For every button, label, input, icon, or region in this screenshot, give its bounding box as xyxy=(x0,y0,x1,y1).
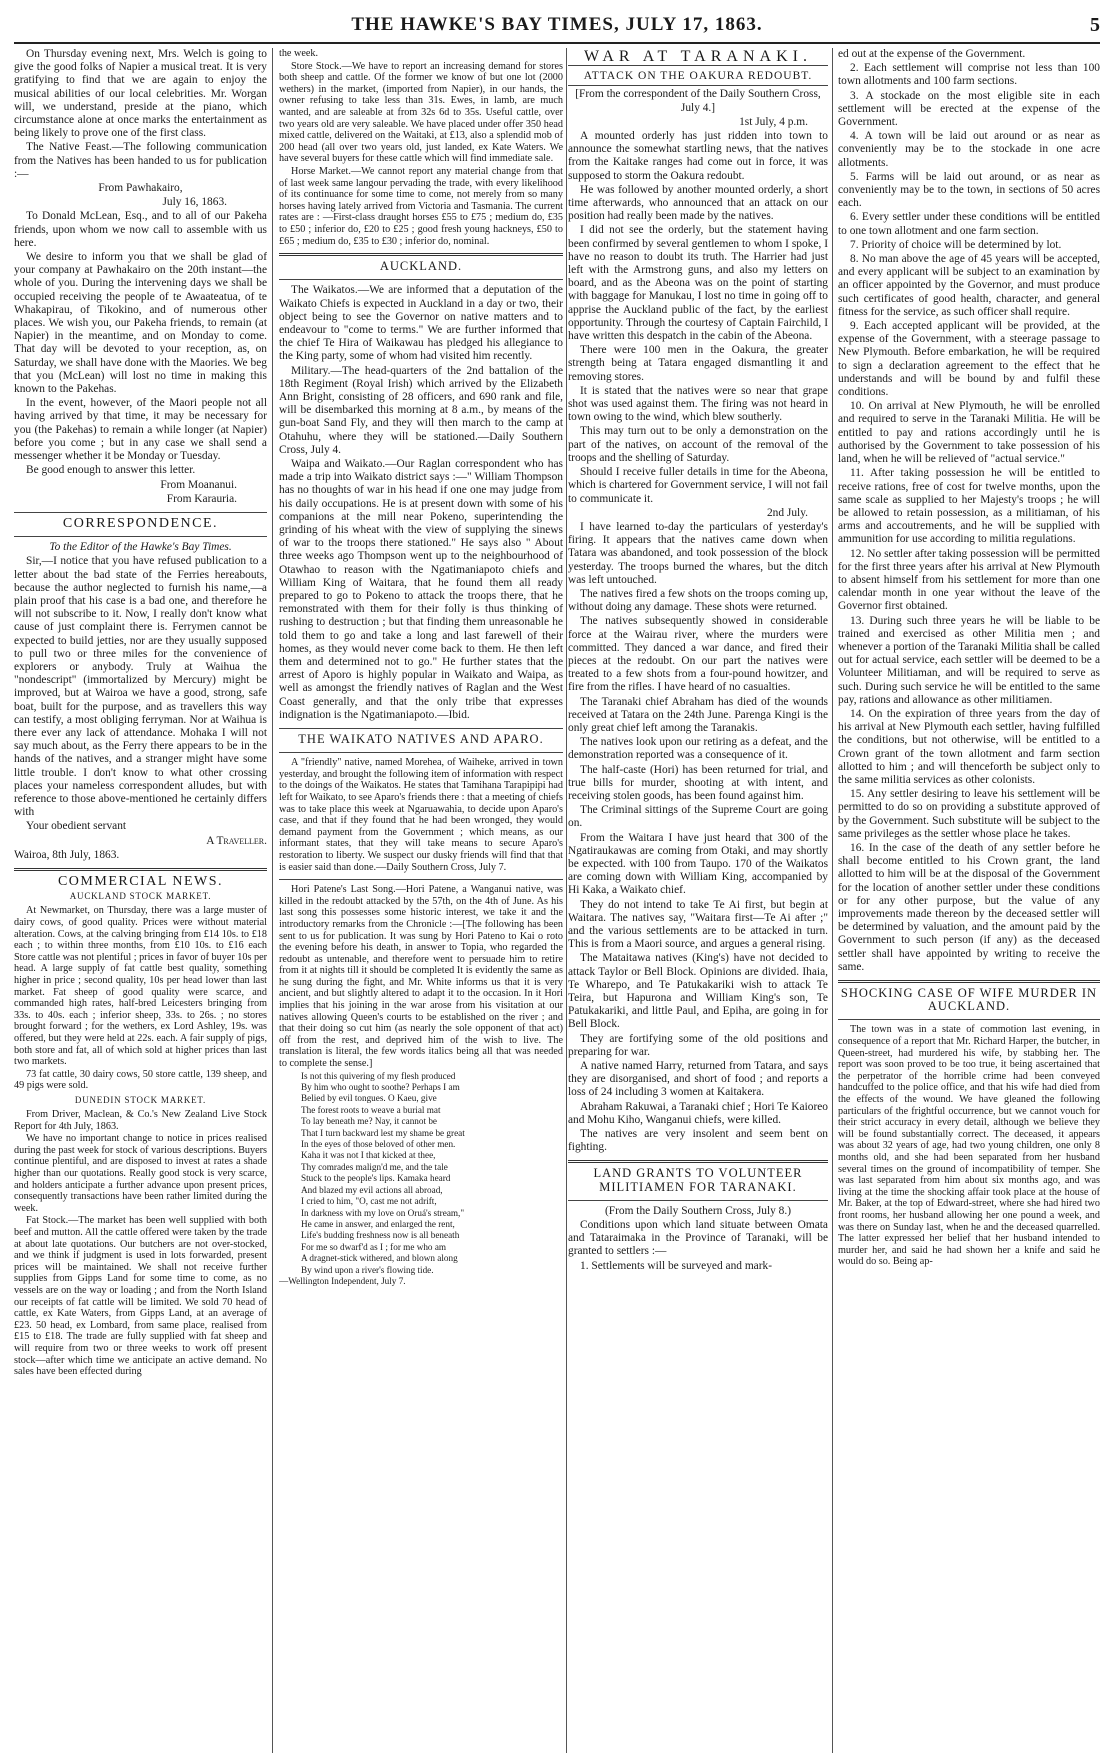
poem-line: He came in answer, and enlarged the rent, xyxy=(301,1218,455,1229)
letter-date: July 16, 1863. xyxy=(162,196,227,209)
section-rule xyxy=(838,980,1100,983)
condition-item: 11. After taking possession he will be entitled to receive rations, free of cost for twelve months, upon the same scale as supplied to her Majesty's troops ; he will be allowed to retain possession, as a militiaman, of his arms and accoutrements, and he will be supplied with ammunition for use according to militia regulations. xyxy=(838,467,1100,546)
poem-source: —Wellington Independent, July 7. xyxy=(279,1275,406,1286)
column-divider xyxy=(566,48,567,1753)
poem-line: And blazed my evil actions all abroad, xyxy=(301,1184,443,1195)
poem-line: The forest roots to weave a burial mat xyxy=(301,1104,441,1115)
poem-line: By him who ought to soothe? Perhaps I am xyxy=(301,1082,460,1093)
column-divider xyxy=(832,48,833,1753)
subheading: AUCKLAND STOCK MARKET. xyxy=(69,891,212,902)
paragraph: The town was in a state of commotion last evening, in consequence of a report that Mr. Richard Harper, the butcher, in Queen-street, had murdered his wife, by stabbing her. The report was soon proved to be too true, it being ascertained that the perpetrator of the horrible crime had been conveyed handcuffed to the police office, and that his wife had died from the effects of the wound. We have gleaned the following particulars of the frightful occurrence, but we cannot vouch for their strict accuracy in every detail, although we believe they will be found substantially correct. The deceased, it appears was about 32 years of age, had two young children, one only 8 months old, and she had been separated from her husband several times on the ground of incompatibility of temper. She was last separated from him about six months ago, and was living at the time the shocking affair took place at the house of Mr. Baker, at the top of Edward-street, where she had hired two front rooms, her husband allowing her one pound a week, and was there on Sunday last, when he and the deceased quarrelled. The latter expressed her belief that her husband intended to murder her, and said he had shown her a knife and said he would do so. Being ap- xyxy=(838,1024,1100,1268)
paragraph: A "friendly" native, named Morehea, of Waiheke, arrived in town yesterday, and brought the following item of information with respect to the doings of the Waikatos. He states that Tamihana Tarapipipi had left for Waikato, to see Aparo's friends there : that a meeting of chiefs was to take place this week at Ngaruawahia, to decide upon Aparo's case, and that if they found that he had been wronged, they would demand payment from the Government ; which means, as our informant states, that they will take means to secure Aparo's restoration to liberty. We suspect our dusky friends will find that that is easier said than done.—Daily Southern Cross, July 7. xyxy=(279,757,563,873)
section-rule xyxy=(279,728,563,729)
paragraph: A native named Harry, returned from Tatara, and says they are disorganised, and short of food ; and reports a loss of 24 including 3 women at Kaitakera. xyxy=(568,1060,828,1099)
paragraph: Be good enough to answer this letter. xyxy=(26,464,196,477)
condition-item: 8. No man above the age of 45 years will be accepted, and every applicant will be subject to an examination by an officer appointed by the Governor, and must produce such certificates of good health, character, and general fitness for the service, as such officer shall require. xyxy=(838,253,1100,318)
paragraph: The Taranaki chief Abraham has died of the wounds received at Tatara on the 24th June. Parenga Kingi is the only great chief left among the Taranakis. xyxy=(568,695,828,734)
paragraph: We have no important change to notice in prices realised during the past week for stock of various descriptions. Buyers continue plentiful, and are disposed to invest at rates a shade higher than our quotations. Really good stock is very scarce, and holders anticipate a further advance upon present prices, consequently transactions have been rather limited during the week. xyxy=(14,1133,267,1214)
paragraph: The half-caste (Hori) has been returned for trial, and true bills for murder, shooting at with intent, and receiving stolen goods, has been found against him. xyxy=(568,763,828,802)
section-heading: WAR AT TARANAKI. xyxy=(584,48,812,65)
signature: From Karauria. xyxy=(166,492,237,505)
page-number: 5 xyxy=(1090,14,1100,36)
paragraph: On Thursday evening next, Mrs. Welch is going to give the good folks of Napier a musical treat. It is very gratifying to find that we are again to enjoy the musical abilities of our local celebrities. Mr. Worgan will, we understand, preside at the piano, which circumstance alone at once marks the entertainment as being likely to prove one of the first class. xyxy=(14,48,267,140)
paragraph: They do not intend to take Te Ai first, but begin at Waitara. The natives say, "Waitara first—Te Ai after ;" and the various settlements are to be attacked in turn. This is from a Maori source, and argues a general rising. xyxy=(568,898,828,951)
paragraph: ed out at the expense of the Government. xyxy=(838,48,1026,60)
section-rule xyxy=(14,868,267,871)
paragraph: The Native Feast.—The following communication from the Natives has been handed to us for publication :— xyxy=(14,141,267,180)
condition-item: 6. Every settler under these conditions will be entitled to one town allotment and one farm section. xyxy=(838,211,1100,237)
paragraph: In the event, however, of the Maori people not all having arrived by that time, it may be necessary for you (the Pakehas) to remain a while longer (at Napier) before you come ; but in any case we shall send a messenger whether it be Monday or Tuesday. xyxy=(14,397,267,463)
section-rule xyxy=(568,85,828,86)
section-rule xyxy=(14,536,267,537)
condition-item: 10. On arrival at New Plymouth, he will be enrolled and required to serve in the Taranaki Militia. He will be entitled to pay and rations accordingly until he is authorised by the Government to take possession of his land, when he will be relieved of "actual service." xyxy=(838,400,1100,466)
dateline: 1st July, 4 p.m. xyxy=(739,115,808,128)
paragraph: The Mataitawa natives (King's) have not decided to attack Taylor or Bell Block. Opinions are divided. Ihaia, Te Wharepo, and Te Patukakariki wish to attack Te Teira, but Hapurona and William King's son, Te Patukakariki, and little Paul, and Epiha, are going in for Bell Block. xyxy=(568,952,828,1031)
condition-item: 7. Priority of choice will be determined by lot. xyxy=(850,238,1062,251)
conditions-list xyxy=(838,62,1100,974)
section-heading: SHOCKING CASE OF WIFE MURDER IN AUCKLAND. xyxy=(840,986,1098,1014)
poem-line: Kaha it was not I that kicked at thee, xyxy=(301,1150,436,1161)
newspaper-title: THE HAWKE'S BAY TIMES, JULY 17, 1863. xyxy=(351,14,763,35)
condition-item: 16. In the case of the death of any settler before he shall become entitled to his Crown grant, the land allotted to him will be at the disposal of the Government for the location of another settler under these conditions or for any other purpose, but the value of any improvements made thereon by the deceased settler will be determined by valuation, and the amount paid by the Government to such person (if any) as the deceased settler shall have appointed by writing to receive the same. xyxy=(838,841,1100,973)
section-rule xyxy=(568,1200,828,1201)
paragraph: A mounted orderly has just ridden into town to announce the somewhat startling news, that the natives from the Kaitake ranges had come out in force, it was supposed to storm the Oakura redoubt. xyxy=(568,130,828,182)
paragraph: I have learned to-day the particulars of yesterday's firing. It appears that the natives came down when Tatara was abandoned, and took possession of the block yesterday. The troops burned the whares, but the ditch was left untouched. xyxy=(568,520,828,586)
section-rule xyxy=(568,1160,828,1163)
paragraph: The Waikatos.—We are informed that a deputation of the Waikato Chiefs is expected in Auckland in a day or two, their object being to see the Governor on native matters and to endeavour to "come to terms." We are further informed that the chief Te Hira of Waikawau has pledged his allegiance to the King party, some of whom had visited him recently. xyxy=(279,284,563,363)
condition-item: 4. A town will be laid out around or as near as conveniently may be to the stockade in one acre allotments. xyxy=(838,130,1100,169)
poem-line: Thy comrades malign'd me, and the tale xyxy=(301,1161,448,1172)
paragraph: the week. xyxy=(279,48,319,59)
letter-place: Wairoa, 8th July, 1863. xyxy=(14,848,120,861)
paragraph: From Driver, Maclean, & Co.'s New Zealand Live Stock Report for 4th July, 1863. xyxy=(14,1109,267,1132)
subheading: ATTACK ON THE OAKURA REDOUBT. xyxy=(583,70,813,83)
paragraph: Sir,—I notice that you have refused publication to a letter about the bad state of the Ferries hereabouts, because the author neglected to furnish his name,—a plain proof that his case is a bad one, and therefore he will not subscribe to it. Now, I really don't know what cause of just complaint there is. Ferrymen cannot be expected to build jetties, nor are they usually supposed to pull two or three miles for the convenience of explorers or anybody. Truly at Waihua the "nondescript" (immortalized by Mercury) might be improved, but at Wairoa we have a good, strong, safe boat, built for the purpose, and as travellers this way can testify, a most obliging ferryman. Nor at Waihua is there ever any lack of attendance. Mohaka I will not say much about, as the Ferry there appears to be in the hands of the natives, and a stranger might have some little trouble. I don't know to what other crossing places your nameless correspondent alludes, but with reference to those above-mentioned he certainly differs with xyxy=(14,555,267,819)
poem-line: A dragnet-stick withered, and blown along xyxy=(301,1253,458,1264)
poem-line: In darkness with my love on Oruá's stream," xyxy=(301,1207,465,1218)
column-divider xyxy=(272,48,273,1753)
paragraph: Conditions upon which land situate between Omata and Tataraimaka in the Province of Taranaki, will be granted to settlers :— xyxy=(568,1219,828,1258)
section-heading: THE WAIKATO NATIVES AND APARO. xyxy=(298,732,544,746)
condition-item: 13. During such three years he will be liable to be trained and exercised as other Militia men ; and whenever a portion of the Taranaki Militia shall be called out for actual service, each settler will be deemed to be a Volunteer Militiaman, and will be required to serve as such. During such service he will be entitled to the same pay, rations and allowance as other militiamen. xyxy=(838,614,1100,706)
section-heading: LAND GRANTS TO VOLUNTEER MILITIAMEN FOR TARANAKI. xyxy=(593,1166,803,1194)
paragraph: I did not see the orderly, but the statement having been confirmed by several gentlemen to whom I spoke, I have no reason to doubt its truth. The Harrier had just left with the Armstrong guns, and also my letters on board, and as the Abeona was on the point of starting with baggage for Manukau, I lost no time in going off to apprise the Auckland public of the fact, by the earliest opportunity. Through the courtesy of Captain Fairchild, I have written this despatch in the cabin of the Abeona. xyxy=(568,224,828,343)
poem-line: I cried to him, "O, cast me not adrift, xyxy=(301,1196,437,1207)
paragraph: Abraham Rakuwai, a Taranaki chief ; Hori Te Kaioreo and Mohu Kiho, Wanganui chiefs, were killed. xyxy=(568,1100,828,1126)
signature: From Moananui. xyxy=(160,478,237,491)
section-rule xyxy=(279,253,563,256)
column-1 xyxy=(14,48,267,1753)
condition-item: 9. Each accepted applicant will be provided, at the expense of the Government, with a steerage passage to New Plymouth. Before embarkation, he will be required to sign a declaration agreement to the effect that he understands and will be bound by and fulfil these conditions. xyxy=(838,320,1100,399)
paragraph: The Criminal sittings of the Supreme Court are going on. xyxy=(568,804,828,830)
poem-line: That I turn backward lest my shame be great xyxy=(301,1127,465,1138)
section-heading: AUCKLAND. xyxy=(379,259,463,274)
masthead xyxy=(0,0,1114,42)
paragraph: The natives are very insolent and seem bent on fighting. xyxy=(568,1128,828,1154)
paragraph: There were 100 men in the Oakura, the greater strength being at Tatara engaged dismantling it and removing stores. xyxy=(568,344,828,383)
paragraph: The natives fired a few shots on the troops coming up, without doing any damage. These shots were returned. xyxy=(568,587,828,614)
paragraph: Your obedient servant xyxy=(26,820,127,833)
poem-line: Life's budding freshness now is all beneath xyxy=(301,1230,460,1241)
paragraph: The natives look upon our retiring as a defeat, and the demonstration reported was a consequence of it. xyxy=(568,736,828,762)
paragraph: We desire to inform you that we shall be glad of your company at Pawhakairo on the 20th instant—the whole of you. During the intervening days we shall be occupied receiving the people of te Awaateatua, of te Whakapirau, of Tikokino, and of numerous other places. We wish you, our Pakeha friends, to remain (at Napier) in the meantime, and on Monday to come. That day will be devoted to your reception, as, on Saturday, we shall have done with the Maories. We beg that you (McLean) will lost no time in making this known to the Pakehas. xyxy=(14,251,267,396)
poem-line: Stuck to the people's lips. Kamaka heard xyxy=(301,1173,451,1184)
section-heading: CORRESPONDENCE. xyxy=(62,515,219,531)
paragraph: Fat Stock.—The market has been well supplied with both beef and mutton. All the cattle offered were taken by the trade at about late quotations. Our butchers are not over-stocked, and we think if judgment is used in lots forwarded, present prices will be maintained. We shall not receive further supplies from Gipps Land for some time to come, as no vessels are on the way or loading ; and from the North Island our receipts of fat cattle will be limited. We sold 70 head of cattle, ex Kate Waters, from Gipps Land, at an average of £23. 50 head, ex Lombard, from same place, realised from £15 to £18. The trade are fully supplied with fat sheep and will require from two or three weeks to work off present stock—after which time we anticipate an active demand. No sales have been effected during xyxy=(14,1215,267,1378)
condition-item: 5. Farms will be laid out around, or as near as conveniently may be to the town, in sections of 50 acres each. xyxy=(838,170,1100,210)
paragraph: At Newmarket, on Thursday, there was a large muster of dairy cows, of good quality. Prices were without material alteration. Cows, at the calving bringing from £14 10s. to £18 each ; to within three months, from £10 10s. to £16 each Store cattle was not plentiful ; prices in favor of buyer 10s per head. A large supply of fat cattle best quality, something higher in price ; second quality, 10s per head lower than last market. Fat sheep of good quality were scarce, and commanded high rates, half-bred Leicesters bringing from 33s. to 40s. each ; inferior sheep, 33s. to 26s. ; no stores brought forward ; for the wethers, ex Lord Ashley, 19s. was offered, but they were held at 22s. each. A fair supply of pigs, both store and fat, all of which sold at higher prices than last two markets. xyxy=(14,905,267,1068)
letter-from: From Pawhakairo, xyxy=(98,182,183,195)
signature: A Traveller. xyxy=(206,834,267,847)
poem-line: By wind upon a river's flowing tide. xyxy=(301,1264,434,1275)
source-note: [From the correspondent of the Daily Southern Cross, July 4.] xyxy=(575,88,821,114)
paragraph: From the Waitara I have just heard that 300 of the Ngatiraukawas are coming from Otaki, and may shortly be expected. with 100 from Taupo. 170 of the Waikatos are coming down with William King, accompanied by Hi Kaka, a Waikato chief. xyxy=(568,831,828,897)
letter-salutation: To the Editor of the Hawke's Bay Times. xyxy=(49,541,232,554)
section-rule xyxy=(279,752,563,753)
poem-line: For me so dwarf'd as I ; for me who am xyxy=(301,1241,447,1252)
column-3 xyxy=(568,48,828,1753)
column-2 xyxy=(279,48,563,1753)
poem-line: Belied by evil tongues. O Kaeu, give xyxy=(301,1093,437,1104)
condition-item: 15. Any settler desiring to leave his settlement will be permitted to do so on providing a substitute approved of by the Government. Such substitute will be subject to the same privileges as the settler whose place he takes. xyxy=(838,788,1100,840)
section-rule xyxy=(14,512,267,513)
paragraph: Should I receive fuller details in time for the Abeona, which is chartered for Government service, I will not fail to communicate it. xyxy=(568,466,828,505)
condition-item: 3. A stockade on the most eligible site in each settlement will be erected at the expense of the Government. xyxy=(838,89,1100,129)
paragraph: To Donald McLean, Esq., and to all of our Pakeha friends, upon whom we now call to assemble with us here. xyxy=(14,210,267,249)
section-rule xyxy=(568,65,828,66)
paragraph: Horse Market.—We cannot report any material change from that of last week same langour pervading the trade, with every likelihood of its continuance for some time to come, not merely from so many horses having lately arrived from Victoria and Tasmania. The current rates are : —First-class draught horses £55 to £75 ; medium do, £35 to £50 ; inferior do, £20 to £25 ; good fresh young hackneys, £50 to £65 ; medium do, £35 to £30 ; inferior do, nominal. xyxy=(279,165,563,247)
paragraph: 73 fat cattle, 30 dairy cows, 50 store cattle, 139 sheep, and 49 pigs were sold. xyxy=(14,1068,267,1092)
column-4 xyxy=(838,48,1100,1753)
section-rule xyxy=(838,1019,1100,1020)
condition-item: 2. Each settlement will comprise not less than 100 town allotments and 100 farm sections. xyxy=(838,62,1100,88)
poem-line: To lay beneath me? Nay, it cannot be xyxy=(301,1116,438,1127)
paragraph: It is stated that the natives were so near that grape shot was used against them. The firing was not heard in town owing to the wind, which blew southerly. xyxy=(568,384,828,424)
paragraph: He was followed by another mounted orderly, a short time afterwards, who announced that an attack on our position had really been made by the natives. xyxy=(568,183,828,223)
dateline: 2nd July. xyxy=(766,506,808,519)
masthead-rule xyxy=(14,42,1100,44)
poem-line: Is not this quivering of my flesh produced xyxy=(301,1070,456,1081)
paragraph: 1. Settlements will be surveyed and mark- xyxy=(580,1259,773,1272)
section-rule xyxy=(279,879,563,880)
section-heading: COMMERCIAL NEWS. xyxy=(57,873,224,889)
paragraph: Waipa and Waikato.—Our Raglan correspondent who has made a trip into Waikato district says :—" William Thompson has no thoughts of war in his head if one one may judge from his daily occupations. He is at present down with some of his companions at the mill near Pokeno, superintending the grinding of his wheat with the view of supplying the sinews of war to the troops there stationed." He says also " About three weeks ago Thompson went up to the neighbourhood of Otawhao to reason with the Ngatimaniapoto chiefs and William King of Waitara, that he found them all ready prepared to go to Pokeno to attack the troops there, that he remonstrated with them for their folly is thus thinking of rushing to destruction ; but that finding them unreasonable he told them to go and take a long and last farewell of their homes, as they would never come back to them. He then left them and determined not to go." He further states that the arrest of Aporo is highly popular in Waikato and Waipa, as well as amongst the friendly natives of Raglan and the West Coast generally, and that the only tribe that expresses indignation is the Ngatimaniapoto.—Ibid. xyxy=(279,457,563,721)
subheading: DUNEDIN STOCK MARKET. xyxy=(74,1094,207,1105)
poem xyxy=(279,1071,563,1275)
source-note: (From the Daily Southern Cross, July 8.) xyxy=(604,1204,792,1217)
condition-item: 12. No settler after taking possession will be permitted for the first three years after his arrival at New Plymouth to absent himself from his settlement for more than one calendar month in one year without the leave of the Governor first obtained. xyxy=(838,547,1100,613)
paragraph: Hori Patene's Last Song.—Hori Patene, a Wanganui native, was killed in the redoubt attacked by the 57th, on the 4th of June. As his last song this possesses some historic interest, we take it and the introductory remarks from the Chronicle :—[The following has been sent to us for publication. It was sung by Hori Pateno to Kai o roto the evening before his death, in answer to Topia, who regarded the redoubt as untenable, and therefore went to persuade him to retire from it at nights till it should be completed It is evidently the same as he sung during the fight, and Mr. White informs us that it is very ancient, and but slightly altered to adapt it to the occasion. In it Hori implies that his joining in the war arose from his visitation at our natives allowing Queen's courts to be established on the river ; and that their doing so cut him (as nearly the sole opponent of that act) off from the rest, and deprived him of the wish to live. The translation is literal, the few words italics being all that was needed to complete the sense.] xyxy=(279,884,563,1070)
paragraph: This may turn out to be only a demonstration on the part of the natives, on account of the removal of the troops and the shelling of Saturday. xyxy=(568,425,828,464)
condition-item: 14. On the expiration of three years from the day of his arrival at New Plymouth each settler, having fulfilled the conditions, but not otherwise, will be entitled to a Crown grant of the town allotment and farm section allotted to him ; and will thenceforth be subject only to the same militia services as other colonists. xyxy=(838,707,1100,786)
paragraph: They are fortifying some of the old positions and preparing for war. xyxy=(568,1032,828,1058)
section-rule xyxy=(279,279,563,280)
paragraph: Military.—The head-quarters of the 2nd battalion of the 18th Regiment (Royal Irish) which arrived by the Elizabeth Ann Bright, consisting of 28 officers, and 690 rank and file, will be disembarked this morning at 8 a.m., by means of the gun-boat Sand Fly, and they will then march to the camp at Otahuhu, where they will be stationed.—Daily Southern Cross, July 4. xyxy=(279,364,563,456)
paragraph: Store Stock.—We have to report an increasing demand for stores both sheep and cattle. Of the former we know of but one lot (2000 wethers) in the market, (imported from Napier), in our hands, the owner refusing to take less than 31s. Ewes, in lamb, are much wanted, and are saleable at from 32s 6d to 35s. Useful cattle, over two years old are very saleable. We have placed under offer 350 head mixed cattle, delivered on the Waitaki, at £13, also a splendid mob of 200 head (all over two years old, just landed, ex Kate Waters. We have several buyers for these cattle which will find immediate sale. xyxy=(279,60,563,165)
poem-line: In the eyes of those beloved of other men. xyxy=(301,1139,456,1150)
paragraph: The natives subsequently showed in considerable force at the Wairau river, where the murders were committed. They danced a war dance, and fired their pieces at the redoubt. On our part the natives were treated to a few shots from a four-pound howitzer, and fire from the rifles. I have heard of no casualties. xyxy=(568,615,828,694)
